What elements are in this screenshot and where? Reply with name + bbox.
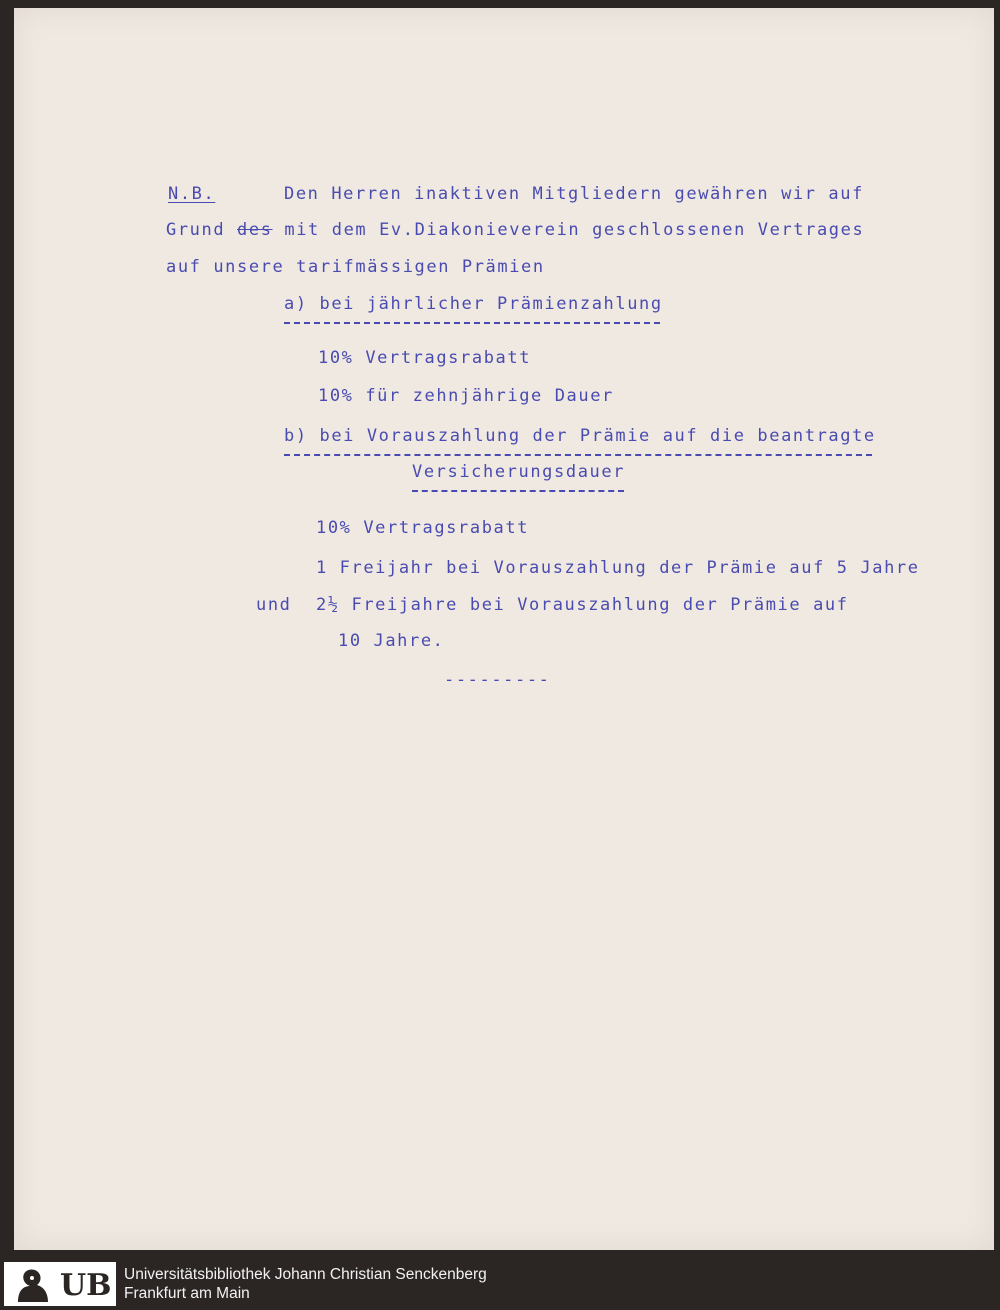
item-b-line-4: 10 Jahre. [338, 631, 445, 651]
item-a-line-1: 10% Vertragsrabatt [318, 348, 532, 368]
end-rule: --------- [444, 670, 551, 690]
struck-word: des [237, 220, 273, 240]
ub-logo-text: UB [60, 1268, 112, 1303]
item-a-heading: a) bei jährlicher Prämienzahlung [284, 294, 663, 314]
item-a-underline [284, 322, 660, 324]
footer-bar [0, 1258, 1000, 1310]
item-b-line-3: 2½ Freijahre bei Vorauszahlung der Prämie auf [316, 595, 849, 615]
item-b-line-2: 1 Freijahr bei Vorauszahlung der Prämie auf 5 Jahre [316, 558, 920, 578]
item-b-heading-continuation: Versicherungsdauer [412, 462, 626, 482]
text-line-2 [166, 220, 864, 240]
item-b-continuation-underline [412, 490, 624, 492]
item-b-heading: b) bei Vorauszahlung der Prämie auf die beantragte [284, 426, 876, 446]
text-line-3: auf unsere tarifmässigen Prämien [166, 257, 545, 277]
text-line-1: Den Herren inaktiven Mitgliedern gewähren wir auf [284, 184, 864, 204]
item-b-underline [284, 454, 872, 456]
text-line-2-part-2: mit dem Ev.Diakonieverein geschlossenen Vertrages [284, 220, 865, 240]
nb-label: N.B. [168, 184, 216, 204]
ub-logo[interactable] [4, 1262, 116, 1306]
item-b-line-1: 10% Vertragsrabatt [316, 518, 530, 538]
item-b-und: und [256, 595, 292, 615]
document-page [14, 8, 994, 1250]
library-city: Frankfurt am Main [124, 1285, 250, 1302]
portrait-icon [10, 1266, 56, 1304]
text-line-2-part-1: Grund [166, 220, 226, 240]
item-a-line-2: 10% für zehnjährige Dauer [318, 386, 614, 406]
library-name: Universitätsbibliothek Johann Christian Senckenberg [124, 1266, 487, 1283]
